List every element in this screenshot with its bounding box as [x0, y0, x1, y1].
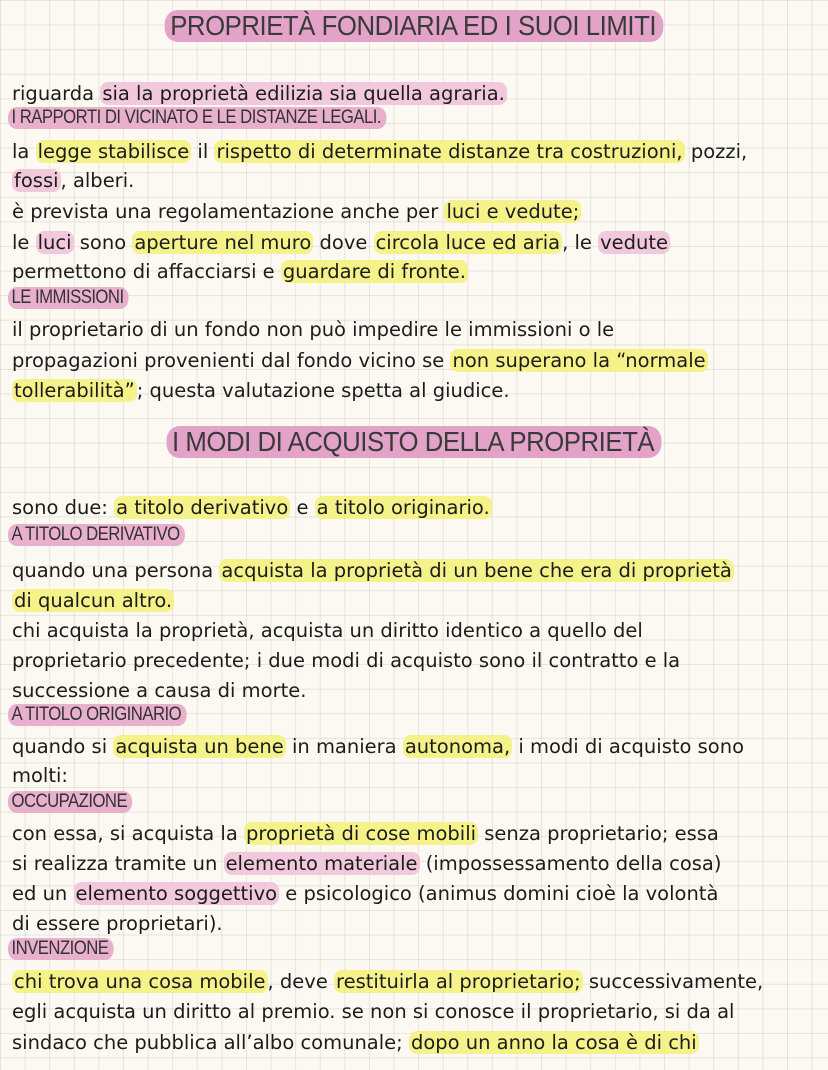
- text-line: la legge stabilisce il rispetto di determinate distanze tra costruzioni, pozzi,: [12, 140, 748, 163]
- heading-immissioni: LE IMMISSIONI: [8, 287, 145, 309]
- text-line: è prevista una regolamentazione anche per luci e vedute;: [12, 200, 580, 223]
- text-line: tollerabilità” ; questa valutazione spetta al giudice.: [14, 379, 510, 402]
- text-line: ed un elemento soggettivo e psicologico (animus domini cioè la volontà: [12, 882, 719, 905]
- heading-occupazione: OCCUPAZIONE: [8, 791, 149, 813]
- text-line: successione a causa di morte.: [12, 679, 307, 702]
- text-line: riguarda sia la proprietà edilizia sia quella agraria.: [12, 82, 505, 105]
- heading-originario: A TITOLO ORIGINARIO: [8, 704, 211, 726]
- heading-invenzione: INVENZIONE: [8, 938, 128, 960]
- text-line: proprietario precedente; i due modi di acquisto sono il contratto e la: [12, 649, 681, 672]
- text-line: quando si acquista un bene in maniera autonoma, i modi di acquisto sono: [12, 735, 745, 758]
- text-line: di qualcun altro.: [14, 589, 173, 612]
- text-line: chi trova una cosa mobile , deve restituirla al proprietario; successivamente,: [14, 970, 764, 993]
- text-line: con essa, si acquista la proprietà di cose mobili senza proprietario; essa: [12, 822, 719, 845]
- text-line: sindaco che pubblica all’albo comunale; dopo un anno la cosa è di chi: [12, 1031, 697, 1054]
- section-title: I MODI DI ACQUISTO DELLA PROPRIETÀ: [0, 426, 828, 458]
- page-title: PROPRIETÀ FONDIARIA ED I SUOI LIMITI: [0, 10, 828, 42]
- text-line: propagazioni provenienti dal fondo vicino se non superano la “normale: [12, 349, 706, 372]
- text-line: si realizza tramite un elemento materiale (impossessamento della cosa): [12, 852, 722, 875]
- text-line: fossi , alberi.: [14, 169, 135, 192]
- text-line: di essere proprietari).: [12, 912, 223, 935]
- text-line: molti:: [12, 764, 68, 787]
- text-line: chi acquista la proprietà, acquista un diritto identico a quello del: [12, 619, 643, 642]
- text-line: egli acquista un diritto al premio. se non si conosce il proprietario, si da al: [12, 1000, 735, 1023]
- heading-derivativo: A TITOLO DERIVATIVO: [8, 524, 209, 546]
- text-line: sono due: a titolo derivativo e a titolo originario.: [12, 496, 490, 519]
- text-line: il proprietario di un fondo non può impedire le immissioni o le: [12, 318, 615, 341]
- text-line: permettono di affacciarsi e guardare di fronte.: [12, 260, 466, 283]
- heading-rapporti: I RAPPORTI DI VICINATO E LE DISTANZE LEGALI.: [8, 107, 438, 129]
- text-line: quando una persona acquista la proprietà di un bene che era di proprietà: [12, 559, 732, 582]
- text-line: le luci sono aperture nel muro dove circola luce ed aria , le vedute: [12, 231, 669, 254]
